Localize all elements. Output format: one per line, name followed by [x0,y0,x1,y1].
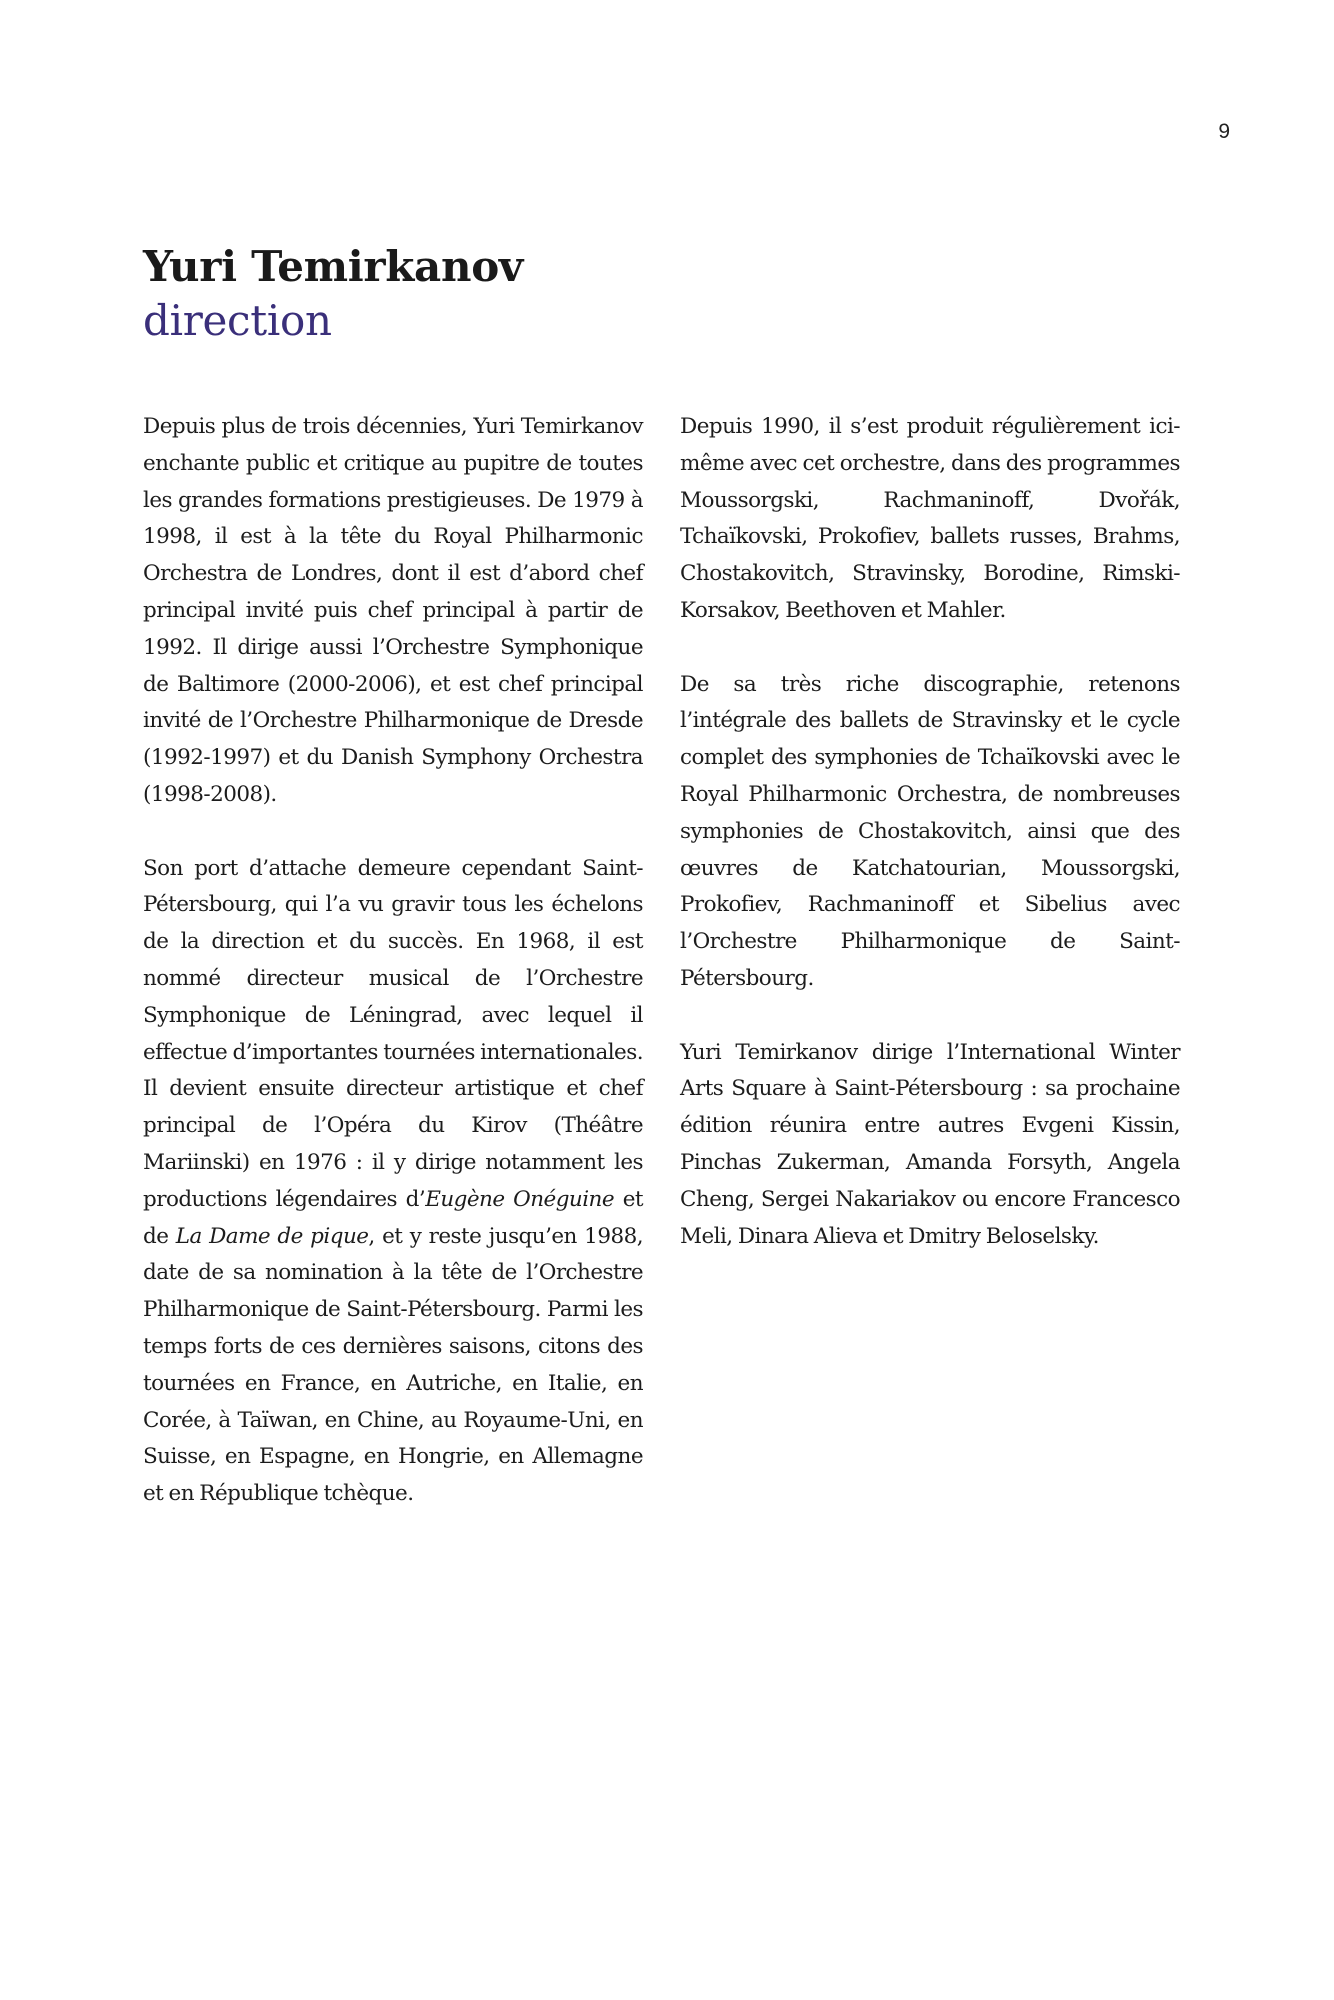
left-column [143,409,643,1550]
artist-role: direction [143,296,332,345]
right-column [680,409,1180,1292]
bio-paragraph-2-text-a: Son port d’attache demeure cependant Saint-Pétersbourg, qui l’a vu gravir tous les échelons de la direction et du succès. En 1968, il est nommé directeur musical de l’Orchestre Symphonique de Léningrad, avec lequel il effectue d’importantes tournées internationales. Il devient ensuite directeur artistique et chef principal de l’Opéra du Kirov (Théâtre Mariinski) en 1976 : il y dirige notamment les productions légendaires d’ [143,855,643,1212]
bio-paragraph-5: Yuri Temirkanov dirige l’International Winter Arts Square à Saint-Pétersbourg : sa prochaine édition réunira entre autres Evgeni Kissin, Pinchas Zukerman, Amanda Forsyth, Angela Cheng, Sergei Nakariakov ou encore Francesco Meli, Dinara Alieva et Dmitry Beloselsky. [680,1039,1180,1249]
page-heading [143,240,1043,348]
bio-paragraph-1: Depuis plus de trois décennies, Yuri Temirkanov enchante public et critique au pupitre de toutes les grandes formations prestigieuses. De 1979 à 1998, il est à la tête du Royal Philharmonic Orchestra de Londres, dont il est d’abord chef principal invité puis chef principal à partir de 1992. Il dirige aussi l’Orchestre Symphonique de Baltimore (2000-2006), et est chef principal invité de l’Orchestre Philharmonique de Dresde (1992-1997) et du Danish Symphony Orchestra (1998-2008). [143,414,643,807]
work-title-eugene-oneguine: Eugène Onéguine [425,1186,615,1212]
bio-paragraph-2-text-c: , et y reste jusqu’en 1988, date de sa nomination à la tête de l’Orchestre Philharmonique de Saint-Pétersbourg. Parmi les temps forts de ces dernières saisons, citons des tournées en France, en Autriche, en Italie, en Corée, à Taïwan, en Chine, au Royaume-Uni, en Suisse, en Espagne, en Hongrie, en Allemagne et en République tchèque. [143,1223,643,1507]
bio-paragraph-4: De sa très riche discographie, retenons l’intégrale des ballets de Stravinsky et le cycle complet des symphonies de Tchaïkovski avec le Royal Philharmonic Orchestra, de nombreuses symphonies de Chostakovitch, ainsi que des œuvres de Katchatourian, Moussorgski, Prokofiev, Rachmaninoff et Sibelius avec l’Orchestre Philharmonique de Saint-Pétersbourg. [680,671,1180,991]
bio-paragraph-2-text-b: et de [143,1186,643,1249]
artist-name: Yuri Temirkanov [143,242,524,291]
bio-paragraph-2 [143,851,643,1513]
page-number: 9 [1218,120,1230,143]
work-title-la-dame-de-pique: La Dame de pique [175,1223,369,1249]
bio-paragraph-3: Depuis 1990, il s’est produit régulièrement ici-même avec cet orchestre, dans des programmes Moussorgski, Rachmaninoff, Dvořák, Tchaïkovski, Prokofiev, ballets russes, Brahms, Chostakovitch, Stravinsky, Borodine, Rimski-Korsakov, Beethoven et Mahler. [680,414,1180,623]
